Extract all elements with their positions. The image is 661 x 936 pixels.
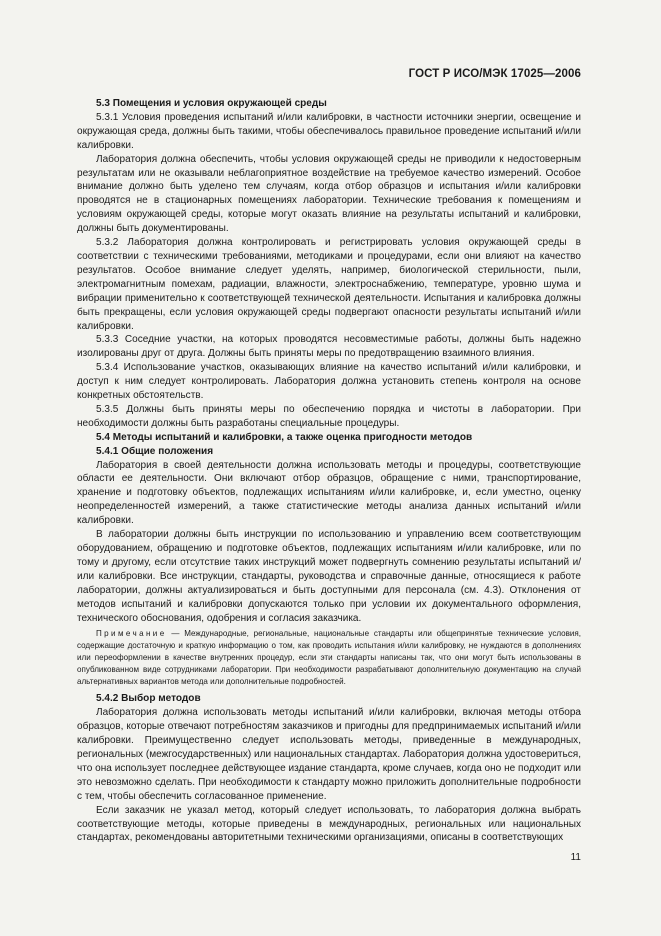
paragraph-general-methods: Лаборатория в своей деятельности должна использовать методы и процедуры, соответствующие области ее деятельности. Они включают отбор образцов, обращение с ними, транспортирование, хранение и подготовку объектов, подлежащих испытаниям и/или калибровке, и, если уместно, оценку неопределенностей измерений, а также статистические методы анализа данных испытаний и/или калибровки. (77, 459, 581, 527)
paragraph-instructions: В лаборатории должны быть инструкции по использованию и управлению всем соответствующим оборудованием, обращению и подготовке объектов, подлежащих испытаниям и/или калибровке, или по тому и другому, если отсутствие таких инструкций может подвергнуть сомнению результаты испытаний и/или калибровки. Все инструкции, стандарты, руководства и справочные данные, относящиеся к работе лаборатории, должны актуализироваться и быть доступными для персонала (см. 4.3). Отклонения от методов испытаний и калибровки допускаются только при условии их документального оформления, технического обоснования, одобрения и согласия заказчика. (77, 529, 581, 624)
paragraph-method-selection: Лаборатория должна использовать методы испытаний и/или калибровки, включая методы отбора образцов, которые отвечают потребностям заказчиков и пригодны для предпринимаемых испытаний и/или калибровки. Преимущественно следует использовать методы, приведенные в международных, региональных (межгосударственных) или национальных стандартах. Лаборатория должна удостовериться, что она использует последнее действующее издание стандарта, кроме случаев, когда оно не подходит или это невозможно сделать. При необходимости к стандарту можно приложить дополнительные подробности с тем, чтобы обеспечить согласованное применение. (77, 707, 582, 802)
paragraph-customer-method: Если заказчик не указал метод, который следует использовать, то лаборатория должна выбрать соответствующие методы, которые приведены в международных, региональных или национальных стандартах, рекомендованы авторитетными техническими организациями, описаны в соответствующих (77, 804, 581, 844)
paragraph-5-3-1: 5.3.1 Условия проведения испытаний и/или калибровки, в частности источники энергии, освещение и окружающая среда, должны быть такими, чтобы обеспечивалось правильное проведение испытаний и/или калибровки. (77, 111, 581, 151)
subsection-5-4-1-heading: 5.4.1 Общие положения (96, 445, 214, 457)
standard-header: ГОСТ Р ИСО/МЭК 17025—2006 (408, 68, 581, 80)
note (77, 628, 581, 687)
paragraph-5-3-5: 5.3.5 Должны быть приняты меры по обеспечению порядка и чистоты в лаборатории. При необходимости должны быть разработаны специальные процедуры. (77, 403, 581, 429)
subsection-5-4-2-heading: 5.4.2 Выбор методов (96, 693, 201, 705)
section-5-3-heading: 5.3 Помещения и условия окружающей среды (96, 98, 327, 109)
page-number: 11 (570, 852, 581, 863)
section-5-4-heading: 5.4 Методы испытаний и калибровки, а также оценка пригодности методов (96, 431, 473, 443)
note-label: Примечание (96, 629, 167, 639)
paragraph-5-3-3: 5.3.3 Соседние участки, на которых проводятся несовместимые работы, должны быть надежно изолированы друг от друга. Должны быть приняты меры по предотвращению взаимного влияния. (77, 334, 581, 360)
note-text: — Международные, региональные, национальные стандарты или общепринятые технические условия, содержащие достаточную и краткую информацию о том, как проводить испытания и/или калибровку, не нуждаются в дополнениях или переоформлении в качестве внутренних процедур, если эти стандарты написаны так, что они могут быть использованы в опубликованном виде сотрудниками лаборатории. При необходимости разрабатывают дополнительную документацию на случай альтернативных вариантов метода или дополнительные подробностей. (77, 629, 581, 686)
document-body (77, 97, 581, 845)
paragraph-lab-environment: Лаборатория должна обеспечить, чтобы условия окружающей среды не приводили к недостоверным результатам или не оказывали неблагоприятное воздействие на требуемое качество измерений. Особое внимание должно быть уделено тем случаям, когда отбор образцов и испытания и/или калибровки проводятся не в стационарных помещениях лаборатории. Технические требования к помещениям и условиям окружающей среды, которые могут оказать влияние на результаты испытаний и калибровки, должны быть документированы. (77, 153, 581, 235)
paragraph-5-3-4: 5.3.4 Использование участков, оказывающих влияние на качество испытаний и/или калибровки, и доступ к ним следует контролировать. Лаборатория должна установить степень контроля на основе конкретных обстоятельств. (77, 362, 581, 402)
paragraph-5-3-2: 5.3.2 Лаборатория должна контролировать и регистрировать условия окружающей среды в соответствии с техническими требованиями, методиками и процедурами, если они влияют на качество результатов. Особое внимание следует уделять, например, биологической стерильности, пыли, электромагнитным помехам, радиации, влажности, электроснабжению, температуре, уровню шума и вибрации применительно к соответствующей технической деятельности. Испытания и калибровка должны быть прекращены, если условия окружающей среды подвергают опасности результаты испытаний и/или калибровки. (77, 237, 581, 332)
